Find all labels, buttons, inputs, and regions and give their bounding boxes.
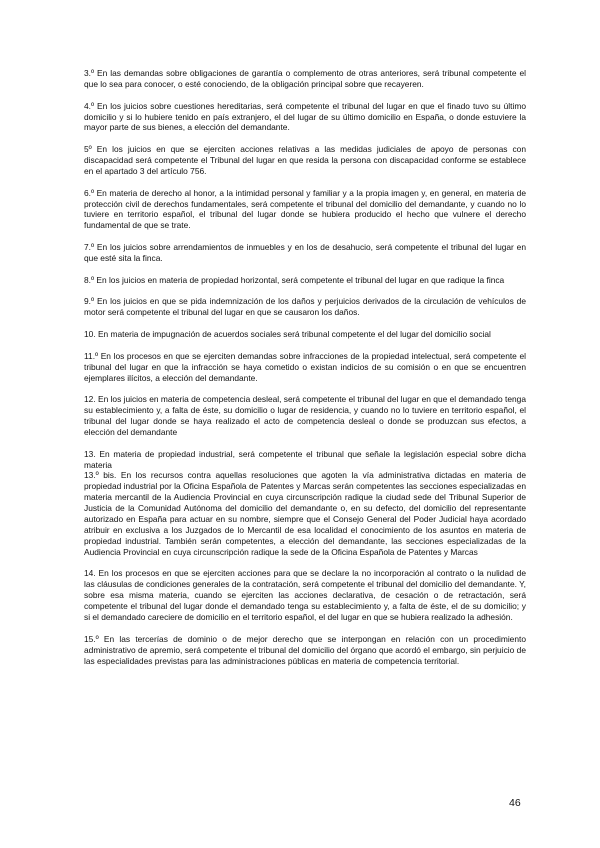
- paragraph-9: 9.º En los juicios en que se pida indemnización de los daños y perjuicios derivados de la circulación de vehículos de motor será competente el tribunal del lugar en que se causaron los daños.: [84, 296, 526, 318]
- paragraph-5: 5º En los juicios en que se ejerciten acciones relativas a las medidas judiciales de apoyo de personas con discapacidad será competente el Tribunal del lugar en que resida la persona con discapacidad conforme se establece en el apartado 3 del artículo 756.: [84, 144, 526, 176]
- page-number: 46: [509, 797, 521, 809]
- paragraph-7: 7.º En los juicios sobre arrendamientos de inmuebles y en los de desahucio, será competente el tribunal del lugar en que esté sita la finca.: [84, 242, 526, 263]
- paragraph-8: 8.º En los juicios en materia de propiedad horizontal, será competente el tribunal del lugar en que radique la finca: [84, 274, 505, 285]
- paragraph-3: 3.º En las demandas sobre obligaciones de garantía o complemento de otras anteriores, será tribunal competente el que lo sea para conocer, o esté conociendo, de la obligación principal sobre que recayeren.: [84, 68, 526, 89]
- paragraph-6: 6.º En materia de derecho al honor, a la intimidad personal y familiar y a la propia imagen y, en general, en materia de protección civil de derechos fundamentales, será competente el tribunal del domicilio del demandante, y cuando no lo tuviere en territorio español, el tribunal del lugar donde se hubiera producido el hecho que vulnere el derecho fundamental de que se trate.: [84, 187, 526, 231]
- paragraph-10: 10. En materia de impugnación de acuerdos sociales será tribunal competente el del lugar del domicilio social: [84, 328, 491, 339]
- paragraph-12: 12. En los juicios en materia de competencia desleal, será competente el tribunal del lugar en que el demandado tenga su establecimiento y, a falta de éste, su domicilio o lugar de residencia, y cuando no lo tuviere en territorio español, el tribunal del lugar donde se haya realizado el acto de competencia desleal o donde se produzcan sus efectos, a elección del demandante: [84, 394, 526, 437]
- paragraph-11: 11.º En los procesos en que se ejerciten demandas sobre infracciones de la propiedad intelectual, será competente el tribunal del lugar en que la infracción se haya cometido o existan indicios de su comisión o en que se encuentren ejemplares ilícitos, a elección del demandante.: [84, 350, 526, 383]
- paragraph-13-bis: 13.º bis. En los recursos contra aquellas resoluciones que agoten la vía administrativa dictadas en materia de propiedad industrial por la Oficina Española de Patentes y Marcas serán competentes las secciones especializadas en materia mercantil de la Audiencia Provincial en cuya circunscripción radique la ciudad sede del Tribunal Superior de Justicia de la Comunidad Autónoma del domicilio del demandante o, en su defecto, del domicilio del representante autorizado en España para actuar en su nombre, siempre que el Consejo General del Poder Judicial haya acordado atribuir en exclusiva a los Juzgados de lo Mercantil de esa localidad el conocimiento de los asuntos en materia de propiedad industrial. También serán competentes, a elección del demandante, las secciones especializadas de la Audiencia Provincial en cuya circunscripción radique la sede de la Oficina Española de Patentes y Marcas: [84, 470, 526, 557]
- document-body: [84, 68, 526, 677]
- paragraph-4: 4.º En los juicios sobre cuestiones hereditarias, será competente el tribunal del lugar en que el finado tuvo su último domicilio y si lo hubiere tenido en país extranjero, el del lugar de su último domicilio en España, o donde estuviere la mayor parte de sus bienes, a elección del demandante.: [84, 100, 526, 133]
- paragraph-13: 13. En materia de propiedad industrial, será competente el tribunal que señale la legislación especial sobre dicha materia: [84, 448, 526, 470]
- paragraph-14: 14. En los procesos en que se ejerciten acciones para que se declare la no incorporación al contrato o la nulidad de las cláusulas de condiciones generales de la contratación, será competente el tribunal del domicilio del demandante. Y, sobre esa misma materia, cuando se ejerciten las acciones declarativa, de cesación o de retractación, será competente el tribunal del lugar donde el demandado tenga su establecimiento y, a falta de éste, el de su domicilio; y si el demandado careciere de domicilio en el territorio español, el del lugar en que se hubiera realizado la adhesión.: [84, 568, 526, 623]
- paragraph-15: 15.º En las tercerías de dominio o de mejor derecho que se interpongan en relación con un procedimiento administrativo de apremio, será competente el tribunal del domicilio del órgano que acordó el embargo, sin perjuicio de las especialidades previstas para las administraciones públicas en materia de competencia territorial.: [84, 633, 526, 666]
